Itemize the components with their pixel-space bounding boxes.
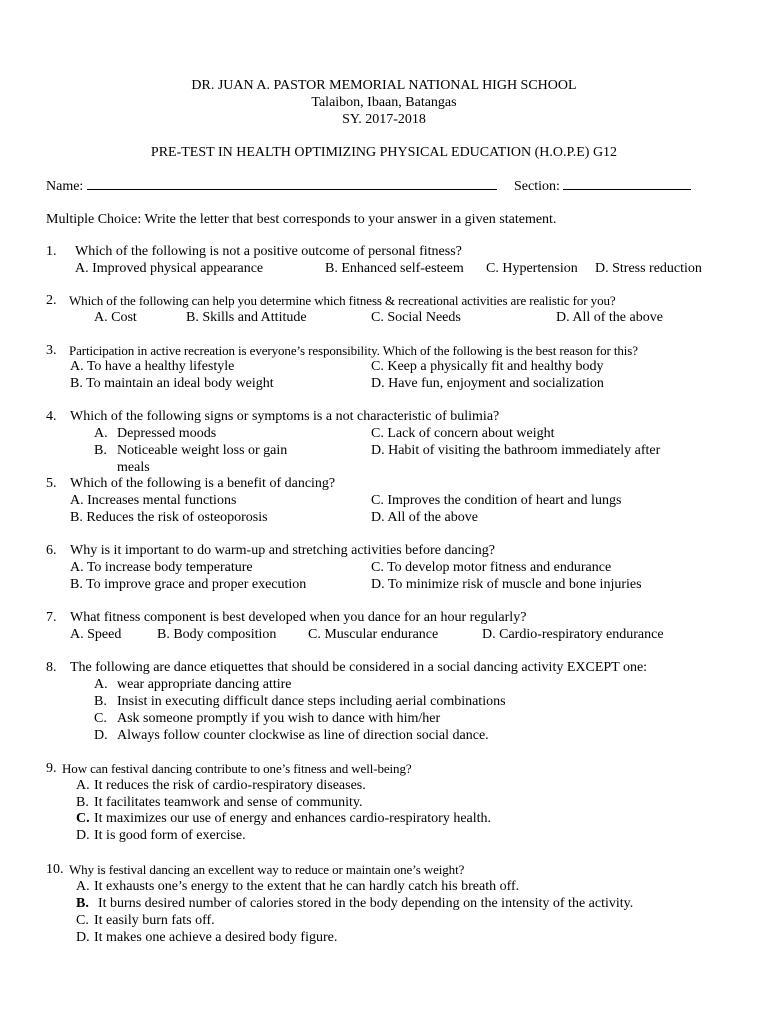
question-number: 10. — [46, 862, 64, 877]
question-text: Which of the following is not a positive outcome of personal fitness? — [75, 244, 462, 259]
choice-a: A. To have a healthy lifestyle — [70, 359, 235, 374]
choice-d: D. All of the above — [556, 310, 663, 325]
choice-letter: C. — [76, 913, 89, 928]
question-number: 3. — [46, 343, 57, 358]
choice-b: B. Reduces the risk of osteoporosis — [70, 510, 268, 525]
choice-text: It maximizes our use of energy and enhances cardio-respiratory health. — [94, 811, 492, 826]
choice-a-letter: A. — [94, 426, 108, 441]
question-number: 5. — [46, 476, 57, 491]
choice-a: Depressed moods — [117, 426, 217, 441]
choice-text: It reduces the risk of cardio-respiratory diseases. — [94, 778, 366, 793]
choice-letter: B. — [76, 795, 89, 810]
choice-letter: B. — [76, 896, 89, 911]
choice-c: C. Social Needs — [371, 310, 461, 325]
choice-d: D. Habit of visiting the bathroom immediately after — [371, 443, 661, 458]
question-text: Which of the following can help you determine which fitness & recreational activities are realistic for you? — [69, 293, 616, 308]
choice-c: C. Hypertension — [486, 261, 578, 276]
choice-c: C. Keep a physically fit and healthy body — [371, 359, 604, 374]
instructions: Multiple Choice: Write the letter that best corresponds to your answer in a given statement. — [46, 212, 557, 227]
choice-text: Ask someone promptly if you wish to dance with him/her — [117, 711, 441, 726]
choice-b: Noticeable weight loss or gain — [117, 443, 288, 458]
question-number: 6. — [46, 543, 57, 558]
choice-b: B. To improve grace and proper execution — [70, 577, 307, 592]
choice-b: B. Enhanced self-esteem — [325, 261, 464, 276]
choice-letter: D. — [76, 930, 90, 945]
question-text: How can festival dancing contribute to one’s fitness and well-being? — [62, 761, 412, 776]
choice-letter: C. — [94, 711, 107, 726]
question-number: 7. — [46, 610, 57, 625]
choice-d: D. Cardio-respiratory endurance — [482, 627, 664, 642]
choice-text: It easily burn fats off. — [94, 913, 215, 928]
choice-letter: D. — [94, 728, 108, 743]
question-text: Why is it important to do warm-up and stretching activities before dancing? — [70, 543, 495, 558]
choice-c: C. Improves the condition of heart and lungs — [371, 493, 622, 508]
question-text: Why is festival dancing an excellent way to reduce or maintain one’s weight? — [69, 862, 465, 877]
question-text: Which of the following is a benefit of dancing? — [70, 476, 336, 491]
question-number: 9. — [46, 761, 57, 776]
section-field[interactable] — [514, 178, 691, 195]
choice-b: B. Body composition — [157, 627, 277, 642]
choice-d: D. Have fun, enjoyment and socialization — [371, 376, 604, 391]
question-text: Participation in active recreation is everyone’s responsibility. Which of the following is the best reason for this? — [69, 343, 638, 358]
choice-d: D. Stress reduction — [595, 261, 702, 276]
choice-text: It burns desired number of calories stored in the body depending on the intensity of the activity. — [98, 896, 634, 911]
choice-a: A. To increase body temperature — [70, 560, 253, 575]
choice-a: A. Increases mental functions — [70, 493, 237, 508]
choice-letter: D. — [76, 828, 90, 843]
choice-text: It facilitates teamwork and sense of community. — [94, 795, 363, 810]
choice-c: C. To develop motor fitness and endurance — [371, 560, 612, 575]
choice-c: C. Lack of concern about weight — [371, 426, 555, 441]
name-blank[interactable] — [87, 178, 497, 190]
choice-letter: A. — [76, 778, 90, 793]
choice-d: D. To minimize risk of muscle and bone injuries — [371, 577, 642, 592]
choice-text: It makes one achieve a desired body figure. — [94, 930, 338, 945]
choice-a: A. Cost — [94, 310, 137, 325]
school-name: DR. JUAN A. PASTOR MEMORIAL NATIONAL HIGH SCHOOL — [191, 78, 577, 93]
choice-a: A. Speed — [70, 627, 122, 642]
choice-b: B. Skills and Attitude — [186, 310, 307, 325]
question-number: 8. — [46, 660, 57, 675]
name-label: Name: — [46, 179, 84, 194]
choice-text: It exhausts one’s energy to the extent that he can hardly catch his breath off. — [94, 879, 520, 894]
choice-letter: A. — [76, 879, 90, 894]
choice-text: wear appropriate dancing attire — [117, 677, 292, 692]
choice-d: D. All of the above — [371, 510, 478, 525]
test-title: PRE-TEST IN HEALTH OPTIMIZING PHYSICAL EDUCATION (H.O.P.E) G12 — [150, 145, 618, 160]
choice-letter: B. — [94, 694, 107, 709]
question-text: The following are dance etiquettes that should be considered in a social dancing activity EXCEPT one: — [70, 660, 648, 675]
choice-c: C. Muscular endurance — [308, 627, 439, 642]
question-text: Which of the following signs or symptoms is a not characteristic of bulimia? — [70, 409, 500, 424]
school-year: SY. 2017-2018 — [342, 112, 426, 127]
section-blank[interactable] — [563, 178, 691, 190]
choice-letter: A. — [94, 677, 108, 692]
choice-letter: C. — [76, 811, 90, 826]
choice-text: Always follow counter clockwise as line of direction social dance. — [117, 728, 489, 743]
choice-b: B. To maintain an ideal body weight — [70, 376, 274, 391]
choice-b-continued: meals — [117, 460, 150, 475]
choice-b-letter: B. — [94, 443, 107, 458]
question-text: What fitness component is best developed when you dance for an hour regularly? — [70, 610, 527, 625]
question-number: 2. — [46, 293, 57, 308]
choice-text: It is good form of exercise. — [94, 828, 246, 843]
question-number: 4. — [46, 409, 57, 424]
name-field[interactable] — [46, 178, 497, 195]
question-number: 1. — [46, 244, 57, 259]
choice-text: Insist in executing difficult dance steps including aerial combinations — [117, 694, 506, 709]
school-location: Talaibon, Ibaan, Batangas — [311, 95, 457, 110]
section-label: Section: — [514, 179, 560, 194]
choice-a: A. Improved physical appearance — [75, 261, 264, 276]
